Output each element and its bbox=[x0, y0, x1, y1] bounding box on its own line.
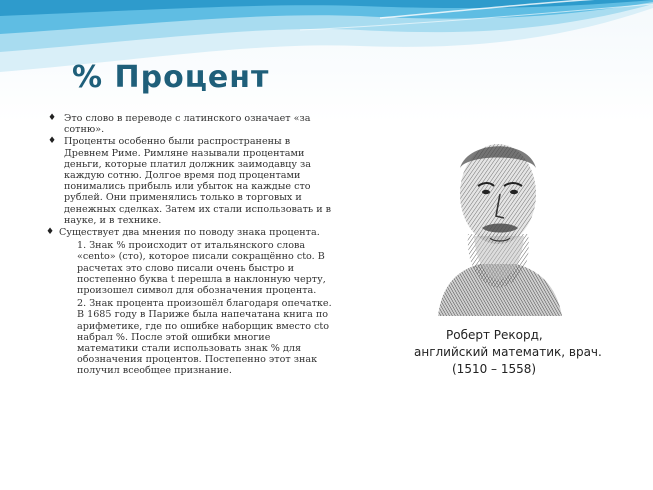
bullet-item bbox=[40, 136, 332, 226]
caption-years: (1510 – 1558) bbox=[452, 362, 537, 376]
bullet-text: Существует два мнения по поводу знака процента. bbox=[59, 227, 320, 239]
sub-point bbox=[40, 298, 332, 376]
diamond-bullet-icon: ♦ bbox=[48, 113, 57, 123]
slide-title: % Процент bbox=[72, 60, 270, 95]
caption-name: Роберт Рекорд, bbox=[446, 328, 543, 342]
diamond-bullet-icon: ♦ bbox=[48, 136, 57, 147]
sub-point bbox=[40, 240, 332, 296]
portrait-image bbox=[428, 124, 568, 316]
bullet-item bbox=[40, 113, 332, 135]
bullet-text: Это слово в переводе с латинского означает «за сотню». bbox=[64, 113, 311, 136]
bullet-text: Проценты особенно были распространены в Древнем Риме. Римляне называли процентами деньги, которые платил должник заимодавцу за каждую сотню. Долгое время под процентами понимались прибыль или убыток на каждые сто рублей. Они применялись только в торговых и денежных сделках. Затем их стали использовать и в науке, и в технике. bbox=[64, 136, 332, 226]
portrait-caption bbox=[410, 327, 610, 378]
sub-point-text: 2. Знак процента произошёл благодаря опечатке. В 1685 году в Париже была напечатана книга по арифметике, где по ошибке наборщик вместо cto набрал %. После этой ошибки многие математики стали использовать знак % для обозначения процентов. Постепенно этот знак получил всеобщее признание. bbox=[77, 298, 332, 377]
caption-description: английский математик, врач. bbox=[414, 345, 602, 359]
diamond-bullet-icon: ♦ bbox=[46, 227, 55, 238]
text-content bbox=[40, 113, 332, 378]
sub-point-text: 1. Знак % происходит от итальянского слова «cento» (сто), которое писали сокращённо cto. В расчетах это слово писали очень быстро и постепенно буква t перешла в наклонную черту, произошел символ для обозначения процента. bbox=[77, 240, 326, 297]
bullet-item bbox=[40, 227, 332, 238]
